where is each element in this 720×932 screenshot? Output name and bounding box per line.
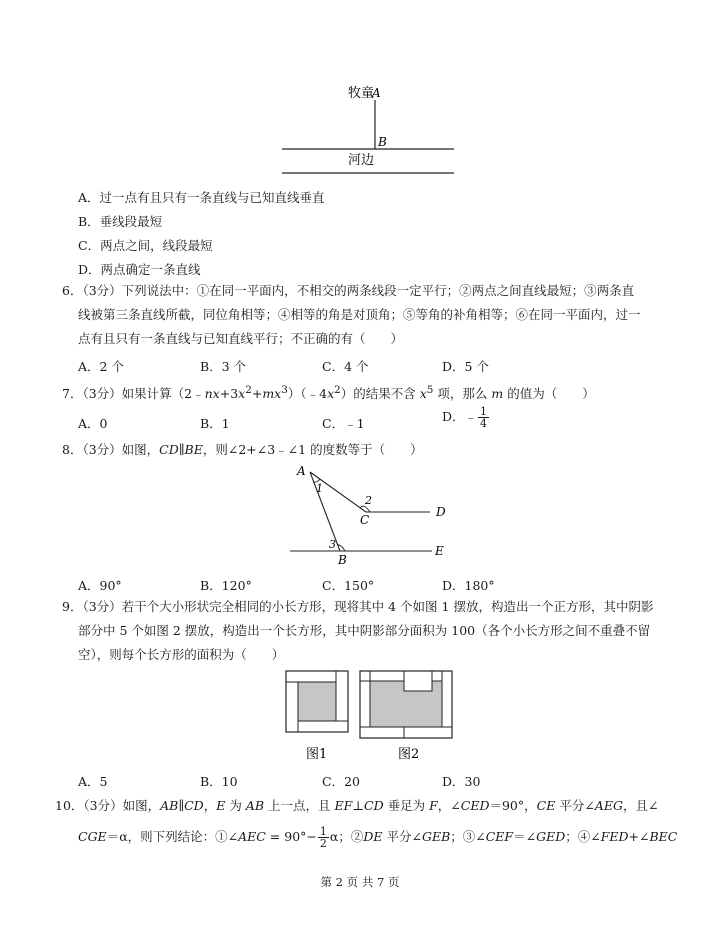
q7-d-fraction: $\frac{1}{4}$: [480, 405, 488, 430]
q6-line1: 6．（3分）下列说法中：①在同一平面内，不相交的两条线段一定平行；②两点之间直线最短；③两条直: [62, 283, 635, 298]
q9-line2: 部分中 5 个如图 2 摆放，构造出一个长方形，其中阴影部分面积为 100（各个小长方形之间不重叠不留: [78, 623, 651, 638]
q5-option-d: D．两点确定一条直线: [78, 262, 201, 277]
q9-option-a: A．5: [78, 774, 108, 789]
figure-1-square: [286, 671, 348, 732]
figure-2-rectangle: [360, 671, 452, 738]
q9-line1: 9．（3分）若干个大小形状完全相同的小长方形，现将其中 4 个如图 1 摆放，构造出一个正方形，其中阴影: [62, 599, 654, 614]
q7-option-b: B．1: [200, 416, 230, 431]
page-footer: 第 2 页 共 7 页: [320, 875, 400, 889]
q6-line3: 点有且只有一条直线与已知直线平行；不正确的有（ ）: [78, 331, 404, 346]
q6-option-d: D．5 个: [442, 359, 489, 374]
q7-option-c: C．﹣1: [322, 416, 365, 431]
q9-line3: 空），则每个长方形的面积为（ ）: [78, 647, 285, 662]
q7-option-d: D．﹣ $\frac{1}{4}$: [442, 405, 488, 430]
q6-option-c: C．4 个: [322, 359, 369, 374]
rectangle-figures: [280, 668, 460, 768]
q7-option-a: A．0: [78, 416, 108, 431]
q8-option-d: D．180°: [442, 578, 495, 593]
fig8-angle-3: 3: [329, 538, 336, 551]
point-a-label: A: [372, 86, 381, 100]
q10-fraction: $\frac{1}{2}$: [319, 825, 327, 850]
fig8-label-b: B: [338, 553, 347, 567]
q8-option-a: A．90°: [78, 578, 122, 593]
figure-1-caption: 图1: [306, 747, 328, 762]
q6-option-b: B．3 个: [200, 359, 247, 374]
fig8-label-d: D: [436, 505, 446, 519]
fig8-angle-2: 2: [365, 494, 372, 507]
herder-label: 牧童: [348, 86, 375, 101]
q10-line2: CGE＝α，则下列结论：①∠AEC = 90°− $\frac{1}{2}$ α；②DE 平分∠GEB；③∠CEF＝∠GED；④∠FED+∠BEC: [78, 825, 678, 850]
fig8-label-c: C: [360, 513, 370, 527]
q5-option-b: B．垂线段最短: [78, 214, 163, 229]
q5-option-a: A．过一点有且只有一条直线与已知直线垂直: [78, 190, 325, 205]
q8-stem: 8．（3分）如图，CD∥BE，则∠2+∠3﹣∠1 的度数等于（ ）: [62, 442, 423, 457]
fig8-angle-1: 1: [316, 482, 323, 495]
q6-option-a: A．2 个: [78, 359, 124, 374]
q8-option-b: B．120°: [200, 578, 252, 593]
q6-line2: 线被第三条直线所截，同位角相等；④相等的角是对顶角；⑤等角的补角相等；⑥在同一平面内，过一: [78, 307, 641, 322]
q10-line1: 10．（3分）如图，AB∥CD，E 为 AB 上一点，且 EF⊥CD 垂足为 F，∠CED＝90°，CE 平分∠AEG，且∠: [55, 798, 659, 813]
figure-2-caption: 图2: [398, 747, 420, 762]
q7-stem: 7．（3分）如果计算$(2﹣nx+3x^2+mx^3)(﹣4x^2)$的结果不含 $x^5$ 项，那么 m 的值为（ ）: [62, 384, 595, 402]
river-label: 河边: [348, 153, 375, 168]
q5-option-c: C．两点之间，线段最短: [78, 238, 213, 253]
q9-option-d: D．30: [442, 774, 481, 789]
q8-option-c: C．150°: [322, 578, 375, 593]
fig8-label-a: A: [297, 464, 306, 478]
herder-river-figure: [270, 80, 470, 180]
fig8-label-e: E: [435, 544, 444, 558]
point-b-label: B: [378, 135, 387, 149]
q9-option-c: C．20: [322, 774, 360, 789]
parallel-lines-figure: [280, 460, 460, 570]
q9-option-b: B．10: [200, 774, 238, 789]
